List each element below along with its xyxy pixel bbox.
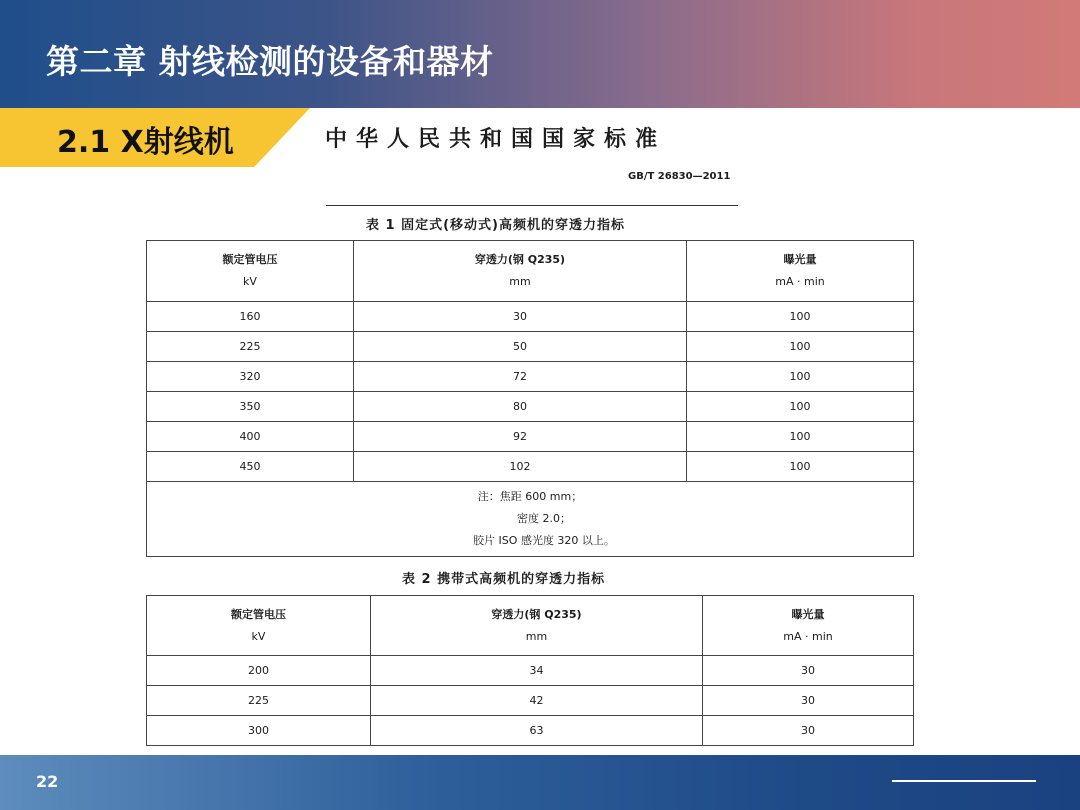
chapter-title: 第二章 射线检测的设备和器材 [46, 42, 494, 81]
table-row: 225 50 100 [147, 332, 914, 362]
table-row: 350 80 100 [147, 392, 914, 422]
header-cell: 曝光量 mA · min [703, 596, 914, 656]
note-line: 密度 2.0； [517, 512, 571, 525]
standard-number: GB/T 26830—2011 [628, 171, 731, 182]
table-row: 160 30 100 [147, 302, 914, 332]
table1 [146, 240, 914, 557]
table1-caption: 表 1 固定式(移动式)高频机的穿透力指标 [366, 218, 625, 233]
standard-title: 中华人民共和国国家标准 [325, 126, 667, 152]
table-notes [147, 482, 914, 557]
table-row: 225 42 30 [147, 686, 914, 716]
page-number: 22 [36, 772, 59, 791]
header-cell: 曝光量 mA · min [687, 241, 914, 302]
table-header-row [147, 596, 914, 656]
standard-document-scan [140, 112, 925, 752]
divider [326, 205, 738, 206]
table2-caption: 表 2 携带式高频机的穿透力指标 [402, 572, 606, 587]
table-row: 450 102 100 [147, 452, 914, 482]
table-row: 300 63 30 [147, 716, 914, 746]
footer-divider [892, 780, 1036, 782]
table2 [146, 595, 914, 746]
header-cell: 额定管电压 kV [147, 596, 371, 656]
table-row: 200 34 30 [147, 656, 914, 686]
header-cell: 穿透力(钢 Q235) mm [354, 241, 687, 302]
footer-bar [0, 755, 1080, 810]
header-cell: 额定管电压 kV [147, 241, 354, 302]
note-line: 注：焦距 600 mm； [477, 490, 583, 503]
table-row: 320 72 100 [147, 362, 914, 392]
section-title: 2.1 X射线机 [57, 125, 234, 160]
note-line: 胶片 ISO 感光度 320 以上。 [473, 534, 615, 547]
table-row: 400 92 100 [147, 422, 914, 452]
table-header-row [147, 241, 914, 302]
header-cell: 穿透力(钢 Q235) mm [371, 596, 703, 656]
